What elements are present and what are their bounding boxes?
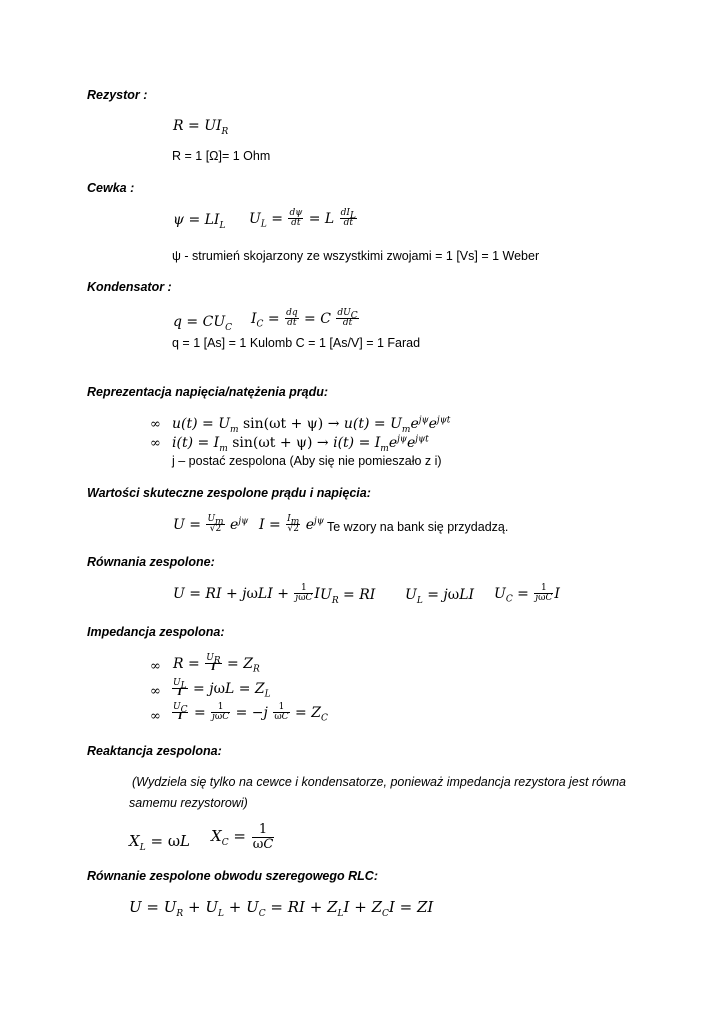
equation-ic: $I_C$ = $\frac{dq}{dt}$ = C $dU_C$ dt [251, 308, 358, 330]
equation-psi: $\psi = LI_L$ [173, 212, 226, 231]
heading-rezystor: Rezystor : [87, 88, 148, 102]
capacitor-unit-line: q = 1 [As] = 1 Kulomb C = 1 [As/V] = 1 Farad [172, 336, 421, 350]
equation-uc-complex: $U_C$ = 1 jωC I [494, 583, 560, 605]
equation-ul-complex: $U_L = j\omega LI$ [405, 587, 475, 606]
heading-rownania: Równania zespolone: [87, 555, 215, 569]
equation-kirchhoff: U = RI + jωLI + 1 jωC I [173, 583, 320, 604]
equation-i-t: $i(t) = I_m$ $\sin(\omega t + \psi) \to i(t) = I_me^{j\psi}e^{j\psi t}$ [172, 434, 429, 454]
heading-cewka: Cewka : [87, 181, 135, 195]
equation-xc: $X_C$ = $\frac{1}{\omega C}$ [211, 822, 274, 852]
equation-zl: $\frac{U_L}{I}$ = $j\omega L = Z_L$ [173, 678, 271, 700]
effective-note: Te wzory na bank się przydadzą. [327, 520, 509, 534]
equation-u-t: $u(t) = U_m$ $\sin(\omega t + \psi) \to u(t) = U_me^{j\psi}e^{j\psi t}$ [172, 415, 451, 435]
equation-rlc: $U = U_R + U_L + U_C$ = RI + $Z_LI + Z_CI$ = ZI [129, 898, 434, 919]
bullet-infinity-icon: ∞ [150, 709, 161, 724]
resistor-unit-line: R = 1 [Ω]= 1 Ohm [172, 149, 271, 163]
equation-q-cu: $q = CU_C$ [173, 314, 233, 333]
equation-effective-i: I = $\frac{I_m}{√2}$ $e^{j\psi}$ [259, 514, 324, 535]
representation-note: j – postać zespolona (Aby się nie pomieszało z i) [172, 454, 442, 468]
bullet-infinity-icon: ∞ [150, 684, 161, 699]
equation-xl: $X_L = \omega L$ [129, 832, 191, 853]
inductor-note: ψ - strumień skojarzony ze wszystkimi zwojami = 1 [Vs] = 1 Weber [172, 249, 540, 263]
heading-rlc: Równanie zespolone obwodu szeregowego RLC: [87, 869, 378, 883]
equation-effective-u: U = $\frac{U_m}{√2}$ $e^{j\psi}$ [173, 514, 249, 535]
bullet-infinity-icon: ∞ [150, 417, 161, 432]
equation-ul: $U_L$ = $\frac{d\psi}{dt}$ = L $dI_L$ dt [249, 208, 356, 230]
heading-reaktancja: Reaktancja zespolona: [87, 744, 222, 758]
equation-ur: $U_R$ = RI [320, 587, 376, 606]
heading-kondensator: Kondensator : [87, 280, 172, 294]
heading-reprezentacja: Reprezentacja napięcia/natężenia prądu: [87, 385, 329, 399]
equation-zc: $\frac{U_C}{I}$ = 1 jωC = −j $\frac{1}{\omega C}$ = $Z_C$ [173, 702, 328, 724]
heading-impedancja: Impedancja zespolona: [87, 625, 225, 639]
bullet-infinity-icon: ∞ [150, 659, 161, 674]
heading-wartosci: Wartości skuteczne zespolone prądu i napięcia: [87, 486, 371, 500]
equation-r-ui: $R = UI_R$ [173, 118, 229, 137]
equation-zr: R = $\frac{U_R}{I}$ = $Z_R$ [173, 653, 260, 675]
reactance-paragraph: (Wydziela się tylko na cewce i kondensatorze, ponieważ impedancja rezystora jest równa samemu rezystorowi) [129, 775, 626, 810]
bullet-infinity-icon: ∞ [150, 436, 161, 451]
